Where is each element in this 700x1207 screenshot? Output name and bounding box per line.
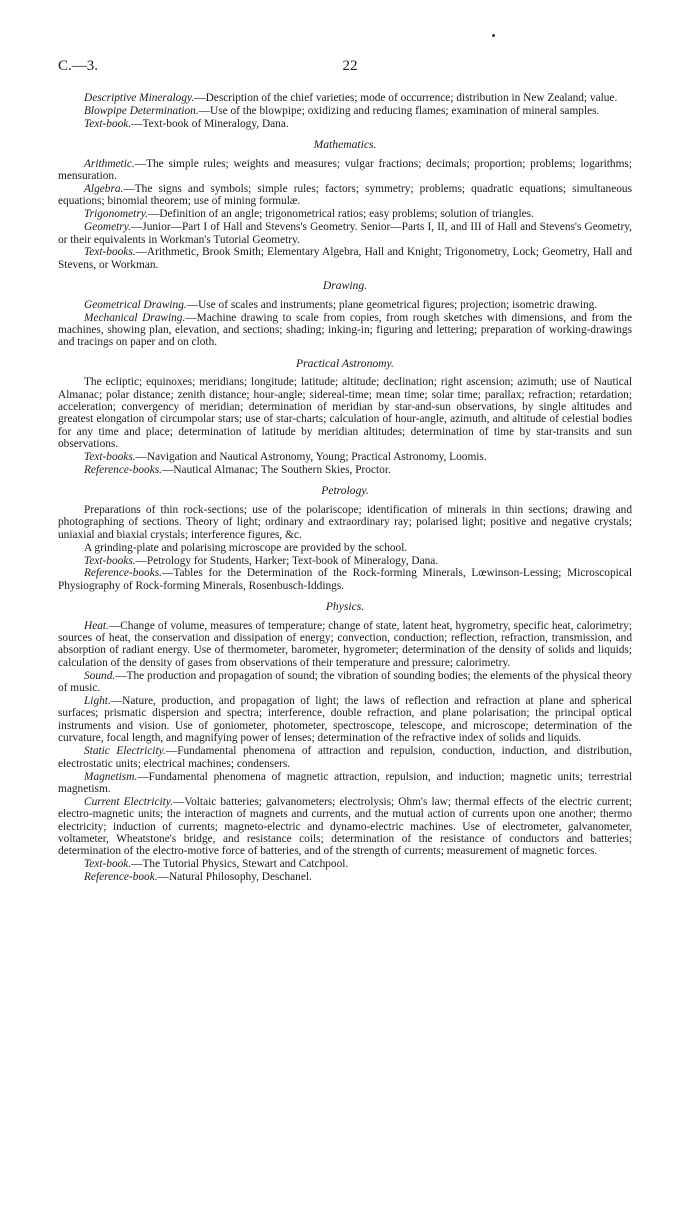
topic-label: Reference-books. [84, 464, 162, 477]
topic-label: Heat. [84, 619, 109, 632]
paragraph [58, 464, 632, 476]
paragraph-text: A grinding-plate and polarising microscope are provided by the school. [84, 541, 408, 554]
topic-label: Text-books. [84, 554, 136, 567]
document-body [58, 92, 632, 884]
paragraph-text: —Voltaic batteries; galvanometers; electrolysis; Ohm's law; thermal effects of the electric current; electro-magnetic units; the interaction of magnets and currents, and the mutual action of currents upon one another; thermo electricity; induction of currents; magneto-electric and dynamo-electric machines. Use of electrometer, galvanometer, voltameter, Wheatstone's bridge, and resistance coils; determination of the resistance of conductors and batteries; determination of the electro-motive force of batteries, and of the strength of currents; measurement of magnetic forces. [58, 795, 632, 858]
topic-label: Magnetism. [84, 770, 138, 783]
paragraph [58, 312, 632, 349]
topic-label: Blowpipe Determination. [84, 104, 199, 117]
topic-label: Trigonometry. [84, 208, 148, 221]
paragraph [58, 745, 632, 770]
paragraph [58, 670, 632, 695]
section-heading: Practical Astronomy. [296, 356, 394, 370]
paragraph-text: —Change of volume, measures of temperature; change of state, latent heat, hygrometry, specific heat, calorimetry; sources of heat, the conservation and dissipation of energy; convection, conduction; reflection, refraction, transmission, and absorption of radiant energy. Use of thermometer, barometer, hygrometer; determination of the density of solids and liquids; calculation of the density of gases from observations of their temperature and pressure; calorimetry. [58, 619, 632, 669]
paragraph [58, 871, 632, 883]
page-header [58, 58, 642, 78]
paragraph [58, 208, 632, 220]
paragraph [58, 567, 632, 592]
topic-label: Arithmetic. [84, 157, 135, 170]
paragraph-text: —Tables for the Determination of the Rock-forming Minerals, Lœwinson-Lessing; Microscopical Physiography of Rock-forming Minerals, Rosenbusch-Iddings. [58, 567, 632, 592]
topic-label: Text-book. [84, 117, 132, 130]
paragraph [58, 771, 632, 796]
paragraph-text: —Nautical Almanac; The Southern Skies, Proctor. [162, 464, 391, 477]
paragraph [58, 858, 632, 870]
topic-label: Geometrical Drawing. [84, 298, 187, 311]
paragraph-text: —Fundamental phenomena of magnetic attraction, repulsion, and induction; magnetic units; terrestrial magnetism. [58, 770, 632, 795]
topic-label: Sound. [84, 669, 116, 682]
paragraph-text: —Use of the blowpipe; oxidizing and reducing flames; examination of mineral samples. [198, 104, 600, 117]
paragraph [58, 376, 632, 450]
paragraph [58, 105, 632, 117]
paragraph [58, 299, 632, 311]
paragraph [58, 555, 632, 567]
section-heading: Mathematics. [313, 138, 377, 152]
topic-label: Descriptive Mineralogy. [84, 92, 195, 104]
topic-label: Light. [84, 695, 111, 708]
paragraph-text: —Fundamental phenomena of attraction and repulsion, conduction, induction, and distribution, electrostatic units; electrical machines; condensers. [58, 745, 632, 770]
topic-label: Algebra. [84, 182, 124, 195]
paragraph [58, 221, 632, 246]
paragraph [58, 451, 632, 463]
section-heading: Drawing. [322, 279, 368, 293]
topic-label: Static Electricity. [84, 745, 166, 758]
paragraph-text: —The Tutorial Physics, Stewart and Catchpool. [131, 858, 349, 871]
paragraph-text: —Petrology for Students, Harker; Text-book of Mineralogy, Dana. [135, 554, 439, 567]
paragraph-text: The ecliptic; equinoxes; meridians; longitude; latitude; altitude; declination; right ascension; azimuth; use of Nautical Almanac; polar distance; zenith distance; hour-angle; sidereal-time; mean time; solar time; parallax; refraction; retardation; acceleration; convergency of meridian; determination of meridian by star-and-sun observations, by single altitudes and greatest elongation of circumpolar stars; use of star-charts; calculation of hour-angle, azimuth, and altitude of celestial bodies for any time and place; determination of latitude by meridian altitudes; determination of time by star-transits and sun observations. [58, 376, 632, 451]
paragraph [58, 158, 632, 183]
paragraph-text: —Natural Philosophy, Deschanel. [157, 871, 312, 884]
paragraph-text: —The signs and symbols; simple rules; factors; symmetry; problems; quadratic equations; simultaneous equations; binomial theorem; use of mining formulæ. [58, 182, 632, 208]
topic-label: Text-books. [84, 451, 136, 464]
topic-label: Text-book. [84, 858, 132, 871]
paragraph-text: —Junior—Part I of Hall and Stevens's Geometry. Senior—Parts I, II, and III of Hall and Stevens's Geometry, or their equivalents in Workman's Tutorial Geometry. [58, 221, 632, 246]
page-number: 22 [342, 58, 358, 74]
paragraph [58, 504, 632, 541]
paragraph-text: —The simple rules; weights and measures; vulgar fractions; decimals; proportion; problems; logarithms; mensuration. [58, 157, 632, 183]
paragraph [58, 796, 632, 858]
paragraph [58, 183, 632, 208]
paragraph-text: —Navigation and Nautical Astronomy, Young; Practical Astronomy, Loomis. [135, 451, 487, 464]
paragraph-text: —Text-book of Mineralogy, Dana. [131, 117, 289, 130]
paragraph-text: —Nature, production, and propagation of light; the laws of reflection and refraction at plane and spherical surfaces; prismatic dispersion and spectra; interference, double refraction, and plane polarisation; the principal optical instruments and vision. Use of goniometer, photometer, spectroscope, telescope, and microscope; determination of the curvature, focal length, and magnifying power of lenses; determination of the refractive index of solids and liquids. [58, 695, 632, 745]
paragraph-text: —Use of scales and instruments; plane geometrical figures; projection; isometric drawing. [186, 298, 598, 311]
paragraph [58, 118, 632, 130]
page-mark [492, 34, 495, 37]
paragraph [58, 695, 632, 745]
paragraph [58, 542, 632, 554]
paragraph-text: Preparations of thin rock-sections; use of the polariscope; identification of minerals in thin sections; drawing and photographing of sections. Theory of light; ordinary and extraordinary ray; polarised light; positive and negative crystals; uniaxial and biaxial crystals; interference figures, &c. [58, 503, 632, 541]
topic-label: Reference-books. [84, 567, 162, 580]
topic-label: Mechanical Drawing. [84, 311, 186, 324]
paragraph-text: —Definition of an angle; trigonometrical ratios; easy problems; solution of triangles. [147, 208, 534, 221]
topic-label: Text-books. [84, 246, 136, 259]
paragraph [58, 246, 632, 271]
document-reference: C.—3. [58, 58, 99, 74]
section-heading: Petrology. [321, 484, 369, 498]
paragraph [58, 92, 632, 104]
paragraph-text: —Description of the chief varieties; mode of occurrence; distribution in New Zealand; value. [194, 92, 618, 104]
topic-label: Current Electricity. [84, 795, 174, 808]
paragraph-text: —Machine drawing to scale from copies, from rough sketches with dimensions, and from the machines, showing plan, elevation, and sections; shading; inking-in; figuring and lettering; preparation of working-drawings and tracings on paper and on cloth. [58, 311, 632, 349]
paragraph-text: —The production and propagation of sound; the vibration of sounding bodies; the elements of the physical theory of music. [58, 669, 632, 695]
topic-label: Geometry. [84, 221, 131, 234]
section-heading: Physics. [325, 600, 365, 614]
paragraph [58, 620, 632, 670]
paragraph-text: —Arithmetic, Brook Smith; Elementary Algebra, Hall and Knight; Trigonometry, Lock; Geometry, Hall and Stevens, or Workman. [58, 246, 632, 271]
topic-label: Reference-book. [84, 871, 158, 884]
